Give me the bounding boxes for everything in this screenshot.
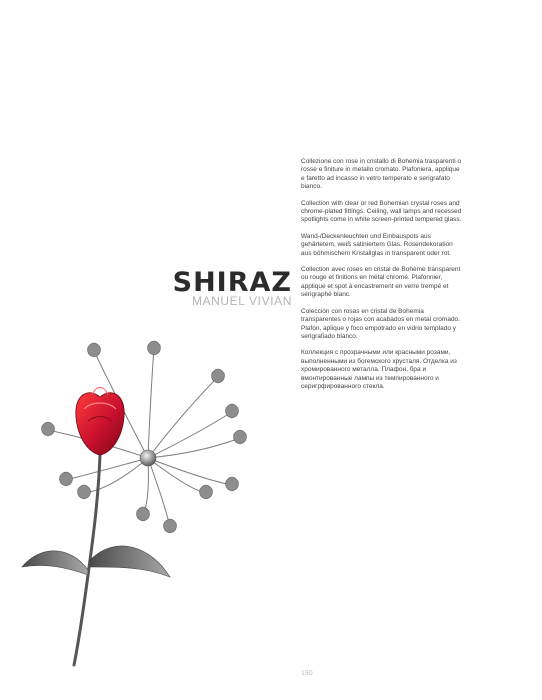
description-fr: Collection avec roses en cristal de Bohème transparent ou rouge et finitions en métal chromé. Plafonnier, applique et spot à encastrement en verre trempé et sérigraphé blanc. bbox=[301, 266, 461, 299]
product-illustration bbox=[0, 305, 300, 685]
red-rose bbox=[76, 388, 124, 456]
product-title-block bbox=[100, 268, 292, 308]
product-name: SHIRAZ bbox=[172, 267, 292, 298]
description-ru: Коллекция с прозрачными или красными розами, выполненными из богемского хрусталя. Отделка из хромированного металла. Плафон, бра и вмонтированные лампы из темпированного и серигрфированного стекла. bbox=[301, 349, 457, 390]
designer-name: MANUEL VIVIAN bbox=[191, 294, 292, 308]
glass-buds bbox=[42, 341, 247, 533]
description-es: Colección con rosas en cristal de Bohemia transparentes o rojas con acabados en metal cromado. Plafón, aplique y foco empotrado en vidrio templado y serigrafiado blanco. bbox=[301, 307, 460, 340]
metal-rods bbox=[48, 347, 240, 527]
description-en: Collection with clear or red Bohemian crystal roses and chrome-plated fittings. Ceiling, wall lamps and recessed spotlights come in white screen-printed tempered glass. bbox=[301, 199, 462, 224]
page-number: 190 bbox=[301, 670, 313, 677]
chrome-hub bbox=[140, 450, 156, 466]
description-de: Wand-/Deckenleuchten und Einbauspots aus gehärtetem, weiß satiniertem Glas. Rosendekoration aus böhmischem Kristallglas in transparent oder rot. bbox=[301, 232, 453, 257]
left-leaf bbox=[22, 551, 88, 575]
description-it: Collezione con rose in cristallo di Bohemia trasparenti o rosse e finiture in metallo cromato. Plafoniera, applique e faretto ad incasso in vetro temperato e serigrafato bianco. bbox=[301, 158, 462, 191]
right-leaf bbox=[90, 546, 170, 577]
product-descriptions bbox=[301, 158, 463, 399]
